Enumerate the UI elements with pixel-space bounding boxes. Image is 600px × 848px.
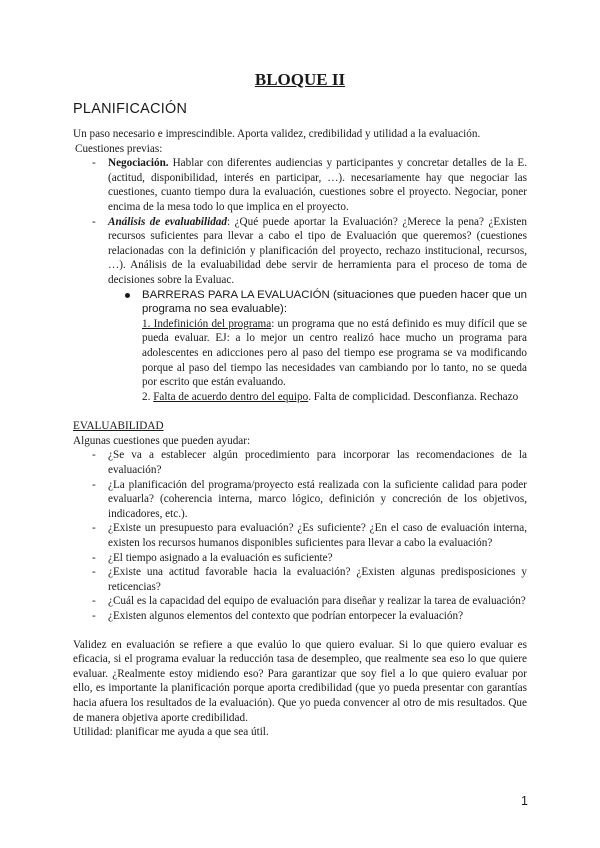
item-lead: Negociación. bbox=[108, 157, 169, 170]
barrier-1-text: : un programa que no está definido es muy difícil que se pueda evaluar. EJ: a lo mejor un centro realizó hace mucho un programa para adolescentes en adicciones pero al paso del tiempo ese programa se va modificando porque al paso del tiempo las necesidades van cambiando por lo tanto, no se queda por escrito que están evaluando. bbox=[142, 317, 527, 389]
list-item: - ¿La planificación del programa/proyecto está realizada con la suficiente calidad para poder evaluarla? (coherencia interna, marco lógico, definición y concreción de los objetivos, indicadores, etc.). bbox=[73, 478, 527, 522]
list-item: - ¿Existen algunos elementos del contexto que podrían entorpecer la evaluación? bbox=[73, 609, 527, 624]
barrier-1 bbox=[108, 317, 527, 390]
validity-paragraph: Validez en evaluación se refiere a que evalúo lo que quiero evaluar. Si lo que quiero evaluar es eficacia, si el programa evaluar la reducción tasa de desempleo, que realmente sea eso lo que quiere evaluar. ¿Realmente estoy midiendo eso? Para garantizar que soy fiel a lo que quiero evaluar por ello, es importante la planificación porque aporta credibilidad (que yo pueda presentar con garantías hacia afuera los resultados de la evaluación). Que yo pueda convencer al otro de mis resultados. Que de manera objetiva aporte credibilidad. bbox=[73, 638, 527, 724]
list-item-negociacion bbox=[73, 156, 527, 214]
item-text: : ¿Qué puede aportar la Evaluación? ¿Merece la pena? ¿Existen recursos suficientes para llevar a cabo el tipo de Evaluación que queremos? (cuestiones relacionadas con la definición y planificación del proyecto, rechazo institucional, recursos, …). Análisis de la evaluabilidad debe servir de herramienta para el proceso de toma de decisiones sobre la Evaluac. bbox=[108, 215, 527, 286]
utility-paragraph: Utilidad: planificar me ayuda a que sea útil. bbox=[73, 726, 269, 739]
barriers-list bbox=[108, 288, 527, 317]
evaluabilidad-intro: Algunas cuestiones que pueden ayudar: bbox=[73, 434, 251, 447]
page-number: 1 bbox=[521, 794, 528, 808]
bullet-dot-icon bbox=[125, 293, 130, 298]
list-item: - ¿Cuál es la capacidad del equipo de evaluación para diseñar y realizar la tarea de evaluación? bbox=[73, 594, 527, 609]
list-item-barriers bbox=[108, 288, 527, 317]
list-item-analisis bbox=[73, 215, 527, 405]
questions-label: Cuestiones previas: bbox=[75, 142, 163, 155]
barrier-2 bbox=[108, 390, 527, 405]
planificacion-intro: Un paso necesario e imprescindible. Aporta validez, credibilidad y utilidad a la evaluación. bbox=[73, 128, 481, 140]
list-item: - ¿Existe un presupuesto para evaluación? ¿Es suficiente? ¿En el caso de evaluación interna, existen los recursos humanos disponibles suficientes para llevar a cabo la evaluación? bbox=[73, 521, 527, 550]
barrier-2-text: . Falta de complicidad. Desconfianza. Rechazo bbox=[308, 390, 519, 403]
section-heading-evaluabilidad: EVALUABILIDAD bbox=[73, 420, 164, 433]
previous-questions-list bbox=[73, 156, 527, 404]
document-title: BLOQUE II bbox=[254, 70, 346, 89]
barrier-2-number: 2. bbox=[142, 390, 154, 403]
list-item: - ¿El tiempo asignado a la evaluación es suficiente? bbox=[73, 551, 527, 566]
document-page bbox=[73, 70, 527, 740]
barrier-1-label: 1. Indefinición del programa bbox=[142, 317, 272, 330]
barrier-2-label: Falta de acuerdo dentro del equipo bbox=[153, 390, 309, 403]
evaluabilidad-list bbox=[73, 448, 527, 623]
list-item: - ¿Existe una actitud favorable hacia la evaluación? ¿Existen algunas predisposiciones y reticencias? bbox=[73, 565, 527, 594]
list-item: - ¿Se va a establecer algún procedimiento para incorporar las recomendaciones de la evaluación? bbox=[73, 448, 527, 477]
section-heading-planificacion: PLANIFICACIÓN bbox=[73, 101, 188, 117]
item-lead: Análisis de evaluabilidad bbox=[108, 215, 227, 228]
item-text: Hablar con diferentes audiencias y participantes y concretar detalles de la E. (actitud, disponibilidad, interés en participar, …). necesariamente hay que negociar las cuestiones, cuanto tiempo dura la evaluación, cuestiones sobre el proyecto. Negociar, poner encima de la mesa todo lo que implica en el proyecto. bbox=[108, 157, 527, 213]
barriers-text: BARRERAS PARA LA EVALUACIÓN (situaciones que pueden hacer que un programa no sea evaluable): bbox=[142, 288, 527, 316]
